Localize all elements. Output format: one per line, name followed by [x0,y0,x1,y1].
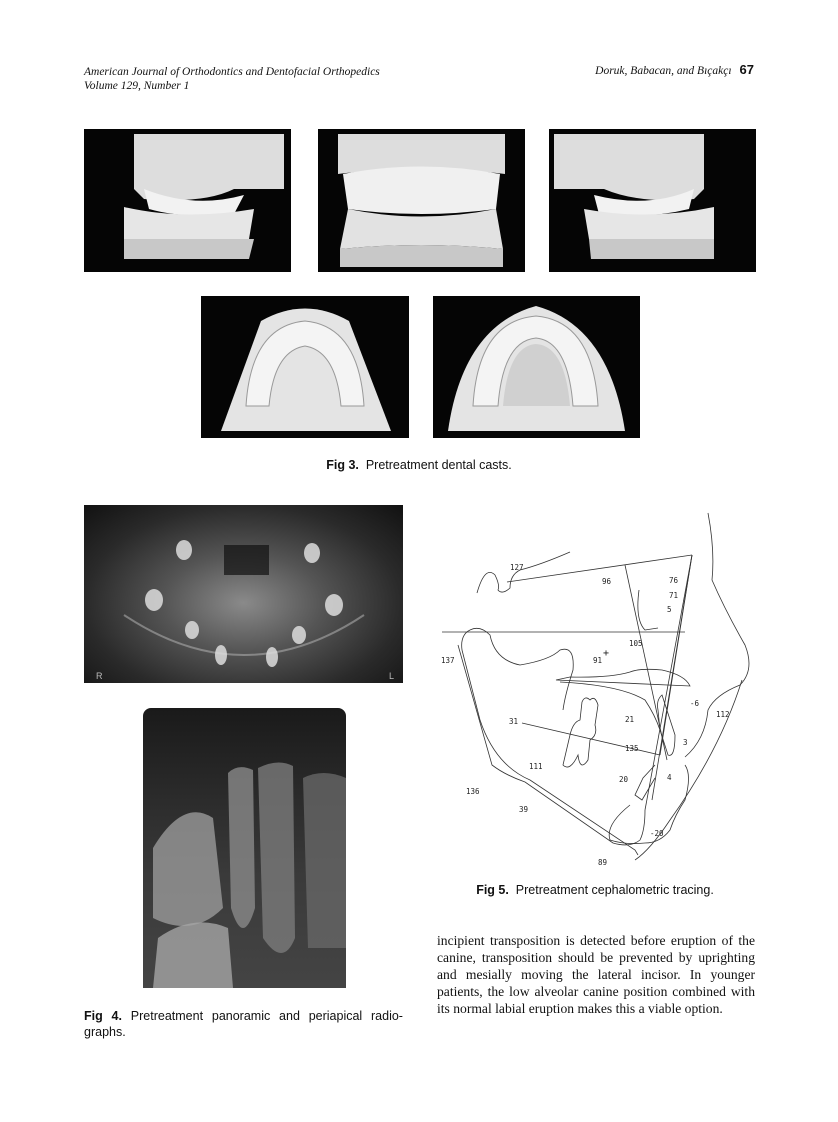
ceph-measurement-label: 89 [598,858,608,867]
fig4-caption [84,1008,403,1040]
ceph-measurement-label: 31 [509,717,519,726]
ceph-measurement-label: 136 [466,787,480,796]
cast-photo-frontal [318,129,525,272]
fig3-caption [0,457,838,473]
cast-photo-mandibular-occlusal [433,296,640,438]
fig5-label: Fig 5. [476,883,509,897]
ceph-measurement-label: 3 [683,738,688,747]
radiograph-marker-left: L [389,671,395,681]
ceph-measurement-label: -6 [690,699,700,708]
ceph-measurement-label: 39 [519,805,529,814]
body-paragraph: incipient transposition is detected before eruption of the canine, transposition should be prevented by uprighting and mesially moving the lateral incisor. In younger patients, the low alveolar canine position combined with its normal labial eruption makes this a viable option. [437,933,755,1016]
radiograph-marker-right: R [96,671,103,681]
fig5-caption [430,882,760,898]
cast-photo-left-lateral [549,129,756,272]
cast-photo-right-lateral [84,129,291,272]
fig3-label: Fig 3. [326,458,359,472]
ceph-measurement-label: 76 [669,576,679,585]
ceph-measurement-label: 91 [593,656,603,665]
fig5-caption-text: Pretreatment cephalometric tracing. [515,883,714,897]
periapical-radiograph [143,708,346,988]
ceph-measurement-label: 96 [602,577,612,586]
fig4-caption-text: Pretreatment panoramic and periapical radio-graphs. [84,1009,403,1039]
ceph-measurement-label: 112 [716,710,730,719]
ceph-measurement-label: 5 [667,605,672,614]
journal-title: American Journal of Orthodontics and Dentofacial Orthopedics [84,66,380,78]
running-header-left [84,65,380,93]
ceph-measurement-label: 127 [510,563,524,572]
cephalometric-measurement-labels [430,510,760,870]
cast-photo-maxillary-occlusal [201,296,409,438]
panoramic-radiograph [84,505,403,683]
fig4-label: Fig 4. [84,1009,122,1023]
ceph-measurement-label: -20 [650,829,664,838]
journal-volume: Volume 129, Number 1 [84,80,190,92]
ceph-measurement-label: 20 [619,775,629,784]
sella-cross-icon: + [603,648,610,659]
page-number: 67 [739,62,754,77]
ceph-measurement-label: 71 [669,591,679,600]
fig3-caption-text: Pretreatment dental casts. [365,458,512,472]
authors: Doruk, Babacan, and Bıçakçı [595,65,732,77]
ceph-measurement-label: 137 [441,656,455,665]
ceph-measurement-label: 135 [625,744,639,753]
ceph-measurement-label: 105 [629,639,643,648]
ceph-measurement-label: 111 [529,762,543,771]
ceph-measurement-label: 21 [625,715,635,724]
running-header-right [595,63,754,78]
ceph-measurement-label: 4 [667,773,672,782]
